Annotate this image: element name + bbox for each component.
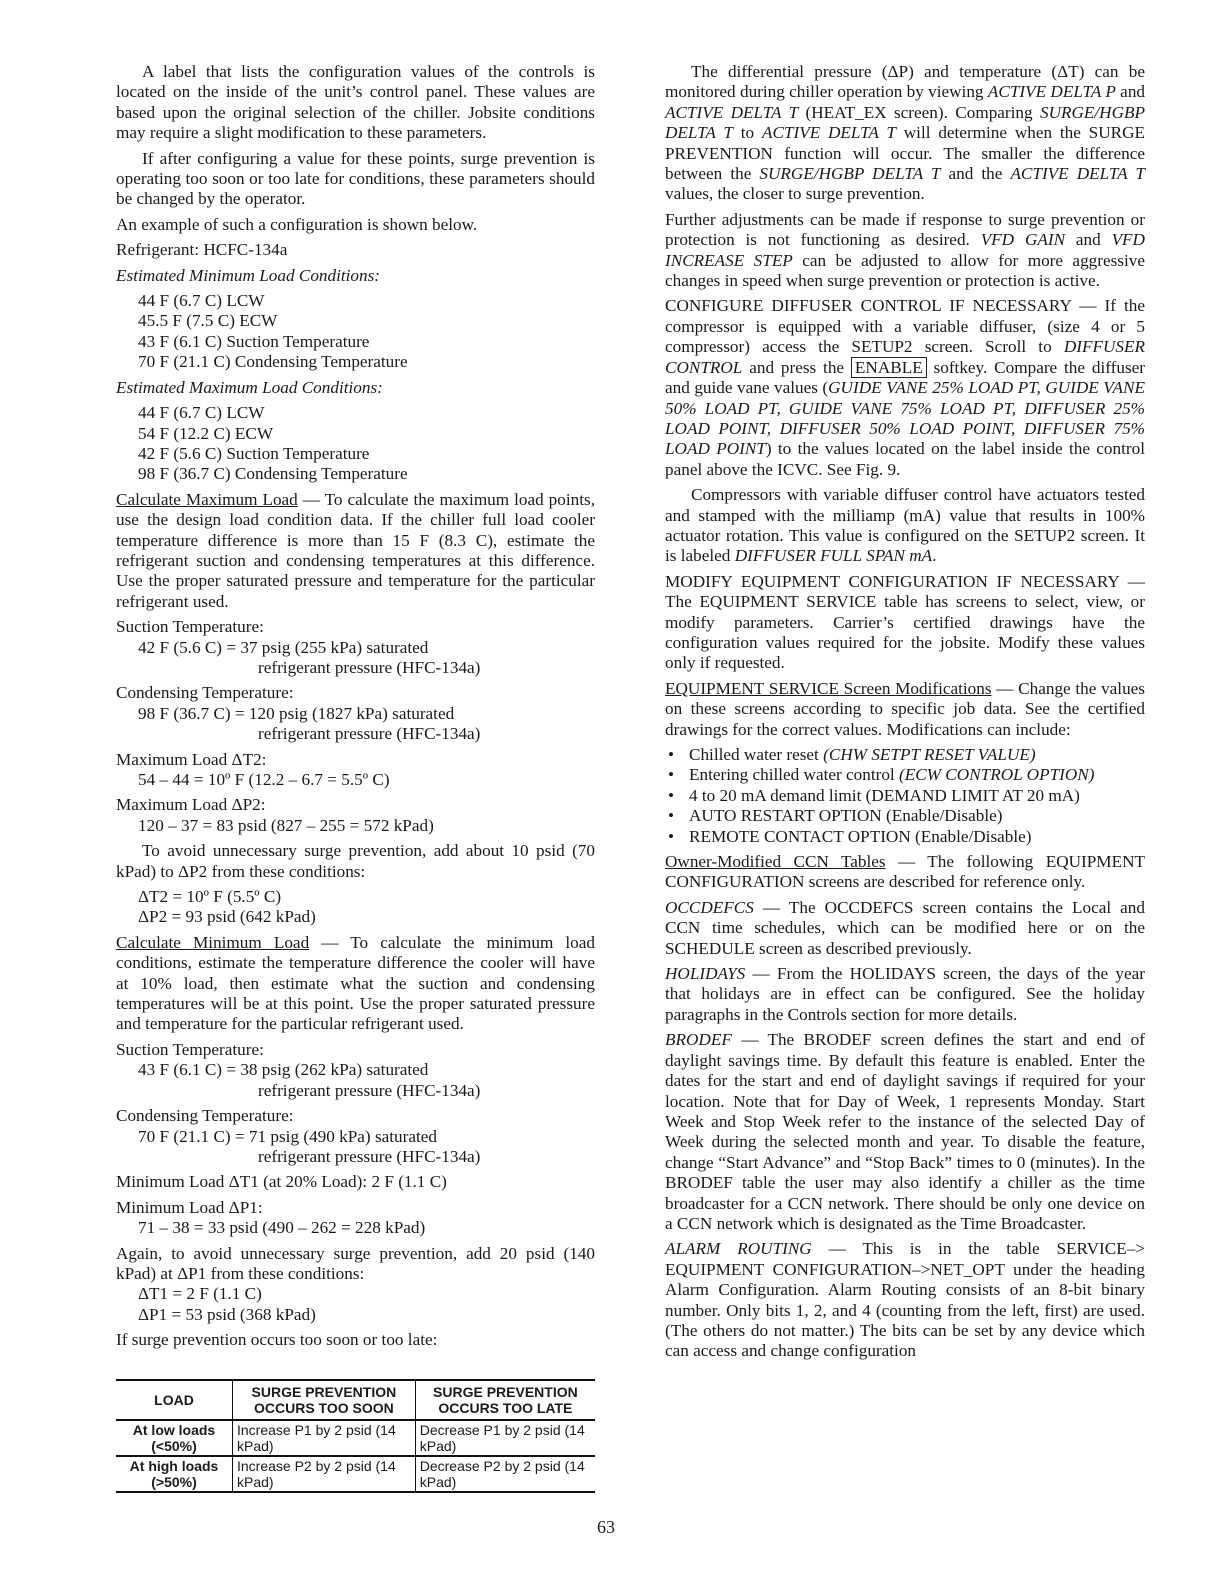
left-column — [116, 62, 595, 1356]
text: ) to the values located on the label inside the control panel above the ICVC. See Fig. 9. — [665, 439, 1145, 479]
paragraph: To avoid unnecessary surge prevention, add about 10 psid (70 kPad) to ΔP2 from these conditions: — [116, 841, 595, 881]
text: values, the closer to surge prevention. — [665, 184, 925, 204]
text: — This is in the table SERVICE–> EQUIPMENT CONFIGURATION–>NET_OPT under the heading Alarm Configuration. Alarm Routing consists of an 8-bit binary number. Only bits 1, 2, and 4 (counting from the left, first) are used. (The others do not matter.) The bits can be set by any device which can access and change configuration — [665, 1239, 1145, 1361]
list-item: 44 F (6.7 C) LCW — [138, 291, 265, 311]
min-condensing-block — [116, 1106, 595, 1167]
subheading: OCCDEFCS — [665, 897, 754, 917]
paragraph: An example of such a configuration is shown below. — [116, 214, 478, 234]
label: Suction Temperature: — [116, 1039, 264, 1059]
list-item — [665, 745, 1145, 765]
text: — The BRODEF screen defines the start and end of daylight savings time. By default this feature is enabled. Enter the dates for the start and end of daylight savings if required for your location. Note that for Day of Week, 1 represents Monday. Start Week and Stop Week refer to the instance of the selected Day of Week during the selected month and year. To disable the feature, change “Start Advance” and “Stop Back” times to 0 (minutes). In the BRODEF table the user may also identify a chiller as the time broadcaster for a CCN network. There should be only one device on a CCN network which is designated as the Time Broadcaster. — [665, 1030, 1145, 1233]
table-cell: At high loads (>50%) — [116, 1456, 233, 1492]
text: — The OCCDEFCS screen contains the Local and CCN time schedules, which can be modified here or on the SCHEDULE screen as described previously. — [665, 897, 1145, 958]
max-condensing-block — [116, 683, 595, 744]
min-conditions-list — [116, 291, 595, 373]
text: Chilled water reset — [689, 745, 824, 764]
subheading: ALARM ROUTING — [665, 1239, 812, 1259]
param: ACTIVE DELTA T — [761, 123, 896, 143]
text: (HEAT_EX screen). Comparing — [798, 102, 1040, 122]
list-item — [665, 806, 1145, 826]
list-item: 45.5 F (7.5 C) ECW — [138, 311, 278, 331]
label: Suction Temperature: — [116, 617, 264, 637]
text: to — [732, 123, 762, 143]
param: VFD INCREASE STEP — [665, 230, 1145, 270]
calc-max-title: Calculate Maximum Load — [116, 489, 298, 509]
calc-max-text: — To calculate the maximum load points, use the design load condition data. If the chiller full load cooler temperature difference is more than 15 F (8.3 C), estimate the refrigerant suction and condensing temperatures at this difference. Use the proper saturated pressure and temperature for the particular refrigerant used. — [116, 489, 595, 611]
text: and press the — [742, 357, 851, 377]
table-row — [116, 1420, 595, 1456]
subheading: HOLIDAYS — [665, 964, 746, 984]
param: (ECW CONTROL OPTION) — [899, 765, 1095, 785]
label: Condensing Temperature: — [116, 1106, 294, 1126]
modifications-list — [665, 745, 1145, 847]
table-cell: Increase P2 by 2 psid (14 kPad) — [233, 1456, 416, 1492]
param: ACTIVE DELTA T — [665, 102, 799, 122]
actuator-paragraph — [665, 485, 1145, 567]
ccn-tables-paragraph — [665, 852, 1145, 893]
text: will determine when the SURGE PREVENTION function will occur. The smaller the difference between the — [665, 123, 1146, 184]
param: SURGE/HGBP DELTA T — [759, 164, 941, 184]
subheading: Owner-Modified CCN Tables — [665, 852, 886, 872]
value: ΔT2 = 10º F (5.5º C) — [138, 887, 282, 907]
text: AUTO RESTART OPTION (Enable/Disable) — [689, 806, 1003, 826]
param: ACTIVE DELTA P — [987, 82, 1116, 102]
text: Further adjustments can be made if response to surge prevention or protection is not functioning as desired. — [665, 209, 1145, 250]
text: and the — [940, 164, 1011, 184]
alarm-routing-paragraph — [665, 1239, 1145, 1361]
max-conditions-list — [116, 403, 595, 485]
subheading: EQUIPMENT SERVICE Screen Modifications — [665, 678, 992, 698]
value: 54 – 44 = 10º F (12.2 – 6.7 = 5.5º C) — [138, 770, 390, 789]
text: Compressors with variable diffuser control have actuators tested and stamped with the milliamp (mA) value that results in 100% actuator rotation. This value is configured on the SETUP2 screen. It is labeled — [665, 485, 1145, 566]
param: VFD GAIN — [980, 230, 1066, 250]
text: REMOTE CONTACT OPTION (Enable/Disable) — [689, 826, 1032, 846]
table-header: SURGE PREVENTION OCCURS TOO LATE — [415, 1380, 595, 1420]
occdefcs-paragraph — [665, 898, 1145, 959]
label: Condensing Temperature: — [116, 683, 294, 703]
param: DIFFUSER FULL SPAN mA — [734, 546, 933, 566]
param: (CHW SETPT RESET VALUE) — [823, 745, 1036, 764]
table-cell: At low loads (<50%) — [116, 1420, 233, 1456]
paragraph: If after configuring a value for these points, surge prevention is operating too soon or too late for conditions, these parameters should be changed by the operator. — [116, 148, 595, 209]
vfd-paragraph — [665, 210, 1145, 292]
text: and — [1065, 230, 1112, 250]
list-item: 54 F (12.2 C) ECW — [138, 423, 274, 443]
delta-paragraph — [665, 62, 1145, 205]
value: ΔT1 = 2 F (1.1 C) — [138, 1284, 262, 1304]
value: ΔP1 = 53 psid (368 kPad) — [138, 1304, 316, 1324]
paragraph: Minimum Load ΔT1 (at 20% Load): 2 F (1.1 C) — [116, 1172, 447, 1192]
text: CONFIGURE DIFFUSER CONTROL IF NECESSARY — If the compressor is equipped with a variable diffuser, (size 4 or 5 compressor) access the SETUP2 screen. Scroll to — [665, 296, 1145, 357]
holidays-paragraph — [665, 964, 1145, 1025]
list-item: 70 F (21.1 C) Condensing Temperature — [138, 352, 408, 372]
value: 98 F (36.7 C) = 120 psig (1827 kPa) saturated — [138, 703, 455, 723]
paragraph: If surge prevention occurs too soon or too late: — [116, 1330, 438, 1350]
text: softkey. Compare the diffuser and guide vane values ( — [665, 357, 1146, 398]
text: Entering chilled water control — [689, 765, 899, 785]
table-row — [116, 1456, 595, 1492]
label: Maximum Load ΔP2: — [116, 795, 266, 815]
right-column — [665, 62, 1145, 1367]
page-number: 63 — [597, 1517, 615, 1537]
list-item — [665, 765, 1145, 785]
min-suction-block — [116, 1040, 595, 1101]
min-result-block — [116, 1284, 595, 1325]
calc-min-text: — To calculate the minimum load conditions, estimate the temperature difference the cooler will have at 10% load, then estimate what the suction and condensing temperatures will be at this point. Use the proper saturated pressure and temperature for the particular refrigerant used. — [116, 932, 595, 1034]
list-item: 44 F (6.7 C) LCW — [138, 403, 265, 423]
max-dp2-block — [116, 795, 595, 836]
table-header: LOAD — [116, 1380, 233, 1420]
param: ACTIVE DELTA T — [1010, 164, 1145, 184]
table-cell: Decrease P2 by 2 psid (14 kPad) — [415, 1456, 595, 1492]
param: SURGE/HGBP DELTA T — [665, 102, 1145, 143]
subheading: BRODEF — [665, 1030, 732, 1050]
min-conditions-heading: Estimated Minimum Load Conditions: — [116, 265, 381, 285]
value: refrigerant pressure (HFC-134a) — [258, 1080, 481, 1100]
list-item — [665, 786, 1145, 806]
param: DIFFUSER CONTROL — [665, 337, 1145, 377]
table-header: SURGE PREVENTION OCCURS TOO SOON — [233, 1380, 416, 1420]
text: — Change the values on these screens according to specific job data. See the certified drawings for the correct values. Modifications can include: — [665, 678, 1145, 739]
table-cell: Increase P1 by 2 psid (14 kPad) — [233, 1420, 416, 1456]
brodef-paragraph — [665, 1030, 1145, 1234]
value: 71 – 38 = 33 psid (490 – 262 = 228 kPad) — [138, 1218, 426, 1238]
label: Maximum Load ΔT2: — [116, 749, 267, 769]
calc-min-title: Calculate Minimum Load — [116, 932, 310, 952]
calc-max-paragraph — [116, 490, 595, 612]
calc-min-paragraph — [116, 933, 595, 1035]
list-item — [665, 827, 1145, 847]
paragraph: Refrigerant: HCFC-134a — [116, 240, 288, 260]
equipment-service-paragraph — [665, 679, 1145, 740]
value: refrigerant pressure (HFC-134a) — [258, 657, 481, 677]
modify-config-paragraph: MODIFY EQUIPMENT CONFIGURATION IF NECESSARY — The EQUIPMENT SERVICE table has screens to select, view, or modify parameters. Carrier’s certified drawings have the configuration values required for the jobsite. Modify these values only if requested. — [665, 571, 1145, 673]
text: . — [932, 546, 937, 566]
label: Minimum Load ΔP1: — [116, 1197, 263, 1217]
text: can be adjusted to allow for more aggressive changes in speed when surge prevention or protection is active. — [665, 250, 1145, 291]
text: — From the HOLIDAYS screen, the days of the year that holidays are in effect can be configured. See the holiday paragraphs in the Controls section for more details. — [665, 964, 1145, 1024]
table-header-row — [116, 1380, 595, 1420]
enable-softkey: ENABLE — [851, 357, 927, 378]
list-item: 42 F (5.6 C) Suction Temperature — [138, 443, 370, 463]
max-conditions-heading: Estimated Maximum Load Conditions: — [116, 377, 383, 397]
value: 43 F (6.1 C) = 38 psig (262 kPa) saturated — [138, 1060, 429, 1080]
value: 42 F (5.6 C) = 37 psig (255 kPa) saturated — [138, 637, 429, 657]
max-result-block — [116, 887, 595, 928]
value: 120 – 37 = 83 psid (827 – 255 = 572 kPad) — [138, 815, 434, 835]
value: 70 F (21.1 C) = 71 psig (490 kPa) saturated — [138, 1126, 437, 1146]
max-dt2-block — [116, 750, 595, 791]
text: — The following EQUIPMENT CONFIGURATION screens are described for reference only. — [665, 852, 1145, 892]
value: ΔP2 = 93 psid (642 kPad) — [138, 907, 316, 927]
value: refrigerant pressure (HFC-134a) — [258, 724, 481, 744]
list-item: 98 F (36.7 C) Condensing Temperature — [138, 464, 408, 484]
table-cell: Decrease P1 by 2 psid (14 kPad) — [415, 1420, 595, 1456]
max-suction-block — [116, 617, 595, 678]
surge-adjustment-table — [116, 1379, 595, 1493]
text: 4 to 20 mA demand limit (DEMAND LIMIT AT 20 mA) — [689, 785, 1080, 805]
paragraph: Again, to avoid unnecessary surge prevention, add 20 psid (140 kPad) at ΔP1 from these conditions: — [116, 1243, 595, 1283]
param: GUIDE VANE 25% LOAD PT, GUIDE VANE 50% LOAD PT, GUIDE VANE 75% LOAD PT, DIFFUSER 25% LOAD POINT, DIFFUSER 50% LOAD POINT, DIFFUSER 75% LOAD POINT — [665, 378, 1145, 459]
text: and — [1115, 82, 1146, 102]
diffuser-paragraph — [665, 296, 1145, 480]
list-item: 43 F (6.1 C) Suction Temperature — [138, 331, 370, 351]
text: The differential pressure (ΔP) and temperature (ΔT) can be monitored during chiller operation by viewing — [665, 62, 1145, 102]
value: refrigerant pressure (HFC-134a) — [258, 1146, 481, 1166]
min-dp1-block — [116, 1198, 595, 1239]
paragraph: A label that lists the configuration values of the controls is located on the inside of the unit’s control panel. These values are based upon the original selection of the chiller. Jobsite conditions may require a slight modification to these parameters. — [116, 62, 595, 143]
